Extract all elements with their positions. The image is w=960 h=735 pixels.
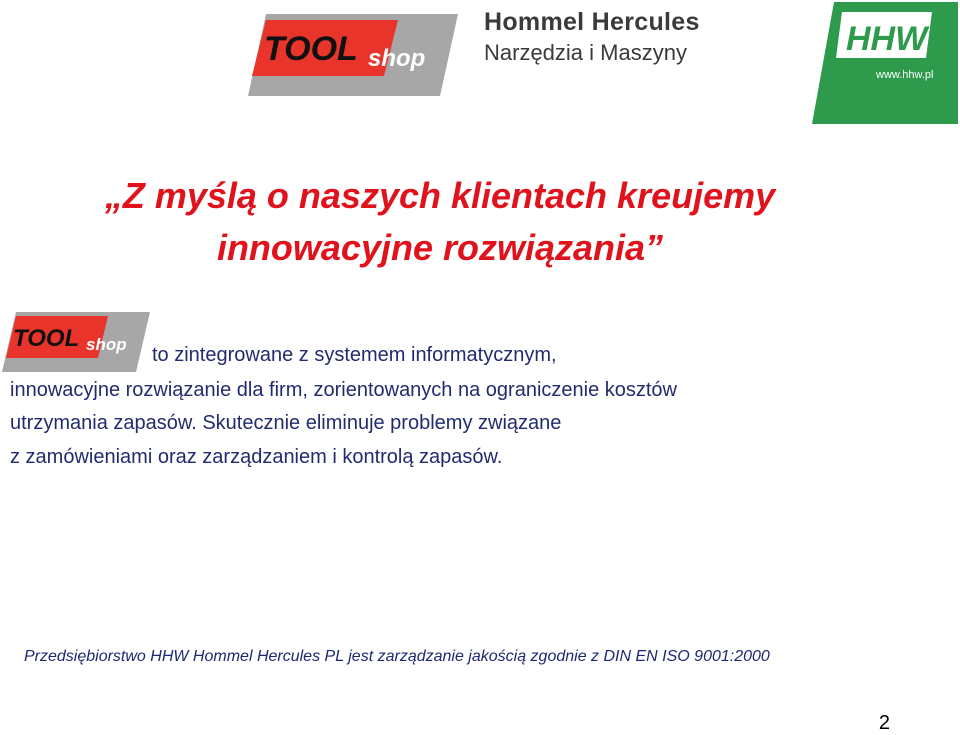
quality-certification-note: Przedsiębiorstwo HHW Hommel Hercules PL jest zarządzanie jakością zgodnie z DIN EN ISO 9001:2000 xyxy=(24,648,770,665)
paragraph-line-2: innowacyjne rozwiązanie dla firm, zorientowanych na ograniczenie kosztów xyxy=(10,379,678,401)
svg-text:HHW: HHW xyxy=(846,20,928,58)
paragraph-line-3: utrzymania zapasów. Skutecznie eliminuje problemy związane xyxy=(10,412,562,434)
brand-name: Hommel Hercules xyxy=(484,8,700,36)
brand-subtitle: Narzędzia i Maszyny xyxy=(484,40,687,65)
page-number: 2 xyxy=(878,712,890,734)
svg-text:shop: shop xyxy=(86,335,127,354)
svg-text:shop: shop xyxy=(368,45,426,72)
slide-title xyxy=(0,170,880,274)
hhw-logo xyxy=(812,2,958,124)
toolshop-logo xyxy=(248,14,458,96)
svg-text:www.hhw.pl: www.hhw.pl xyxy=(876,69,934,81)
paragraph-line-1: to zintegrowane z systemem informatycznym, xyxy=(152,344,557,366)
svg-text:TOOL: TOOL xyxy=(13,325,80,352)
svg-text:TOOL: TOOL xyxy=(264,30,358,68)
paragraph-line-4: z zamówieniami oraz zarządzaniem i kontrolą zapasów. xyxy=(10,446,503,468)
toolshop-inline-logo xyxy=(2,312,150,372)
slide-title-line-1: „Z myślą o naszych klientach kreujemy xyxy=(104,175,776,216)
slide-title-line-2: innowacyjne rozwiązania” xyxy=(216,227,664,268)
hommel-hercules-logo xyxy=(484,8,794,70)
